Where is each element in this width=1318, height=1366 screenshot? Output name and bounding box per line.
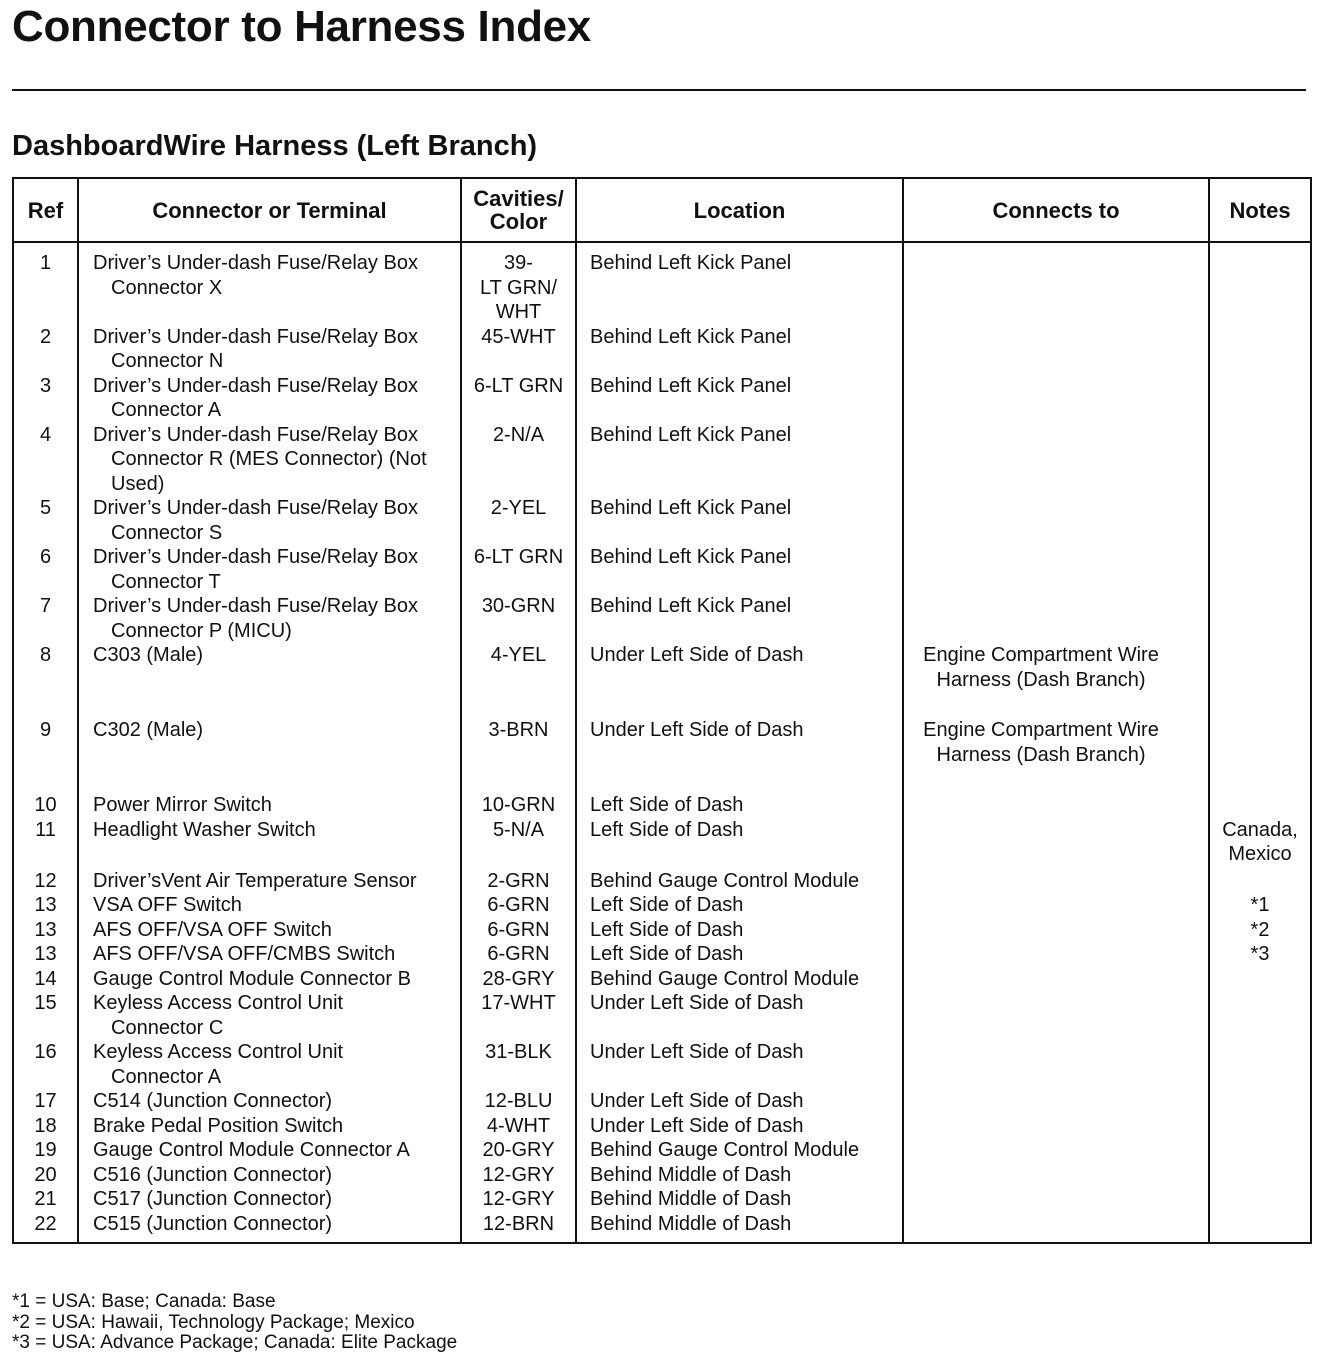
cavity-line: 2-YEL <box>490 497 547 519</box>
cell-cavities <box>461 643 576 718</box>
connector-line: Connector S <box>111 521 223 544</box>
cell-connects-to <box>903 991 1209 1040</box>
note-line: Canada, <box>1222 818 1298 841</box>
table-row <box>13 1089 1311 1114</box>
cell-cavities <box>461 1212 576 1244</box>
connector-line: Driver’s Under-dash Fuse/Relay Box <box>93 325 418 348</box>
table-row <box>13 991 1311 1040</box>
cavity-line: 10-GRN <box>481 794 556 816</box>
connector-line: Connector C <box>111 1016 224 1039</box>
page-title: Connector to Harness Index <box>12 2 591 51</box>
cell-location: Behind Left Kick Panel <box>576 545 903 594</box>
cell-connector <box>78 423 461 497</box>
cell-notes <box>1209 893 1311 918</box>
cell-connector <box>78 718 461 793</box>
cell-location: Behind Left Kick Panel <box>576 496 903 545</box>
cell-connector <box>78 1187 461 1212</box>
cell-location: Under Left Side of Dash <box>576 643 903 718</box>
table-row <box>13 325 1311 374</box>
connector-line: Driver’sVent Air Temperature Sensor <box>93 869 417 892</box>
cell-ref: 12 <box>13 869 78 894</box>
cell-connector <box>78 1138 461 1163</box>
cell-ref: 9 <box>13 718 78 793</box>
cell-location: Behind Left Kick Panel <box>576 242 903 325</box>
connector-line: AFS OFF/VSA OFF/CMBS Switch <box>93 943 396 965</box>
cell-location: Left Side of Dash <box>576 893 903 918</box>
footnotes <box>12 1292 457 1354</box>
cell-ref: 3 <box>13 374 78 423</box>
cell-location: Under Left Side of Dash <box>576 991 903 1040</box>
cell-ref: 8 <box>13 643 78 718</box>
cell-location: Behind Left Kick Panel <box>576 325 903 374</box>
cell-ref: 19 <box>13 1138 78 1163</box>
connector-line: C515 (Junction Connector) <box>93 1212 333 1235</box>
table-row <box>13 423 1311 497</box>
cell-notes <box>1209 1212 1311 1244</box>
cell-connector <box>78 1040 461 1089</box>
cell-connects-to <box>903 818 1209 869</box>
cell-connects-to <box>903 643 1209 718</box>
table-row <box>13 1114 1311 1139</box>
cell-connector <box>78 1114 461 1139</box>
cell-ref: 6 <box>13 545 78 594</box>
cell-connector <box>78 1163 461 1188</box>
header-connects-to: Connects to <box>903 178 1209 242</box>
cell-ref: 10 <box>13 793 78 818</box>
cell-cavities <box>461 991 576 1040</box>
connector-line: Driver’s Under-dash Fuse/Relay Box <box>93 423 418 446</box>
cell-connects-to <box>903 423 1209 497</box>
cell-notes <box>1209 1089 1311 1114</box>
cell-location: Behind Gauge Control Module <box>576 869 903 894</box>
connector-line: Power Mirror Switch <box>93 794 272 816</box>
cell-connects-to <box>903 1212 1209 1244</box>
table-row <box>13 918 1311 943</box>
cell-cavities <box>461 242 576 325</box>
cell-connector <box>78 893 461 918</box>
cell-connects-to <box>903 967 1209 992</box>
cell-cavities <box>461 1040 576 1089</box>
cell-connects-to <box>903 918 1209 943</box>
connector-line: Driver’s Under-dash Fuse/Relay Box <box>93 252 418 274</box>
cell-cavities <box>461 942 576 967</box>
cell-cavities <box>461 594 576 643</box>
cell-location: Behind Gauge Control Module <box>576 967 903 992</box>
cavity-line: WHT <box>495 301 542 323</box>
connector-line: AFS OFF/VSA OFF Switch <box>93 918 332 941</box>
cell-connects-to <box>903 1089 1209 1114</box>
cell-ref: 13 <box>13 942 78 967</box>
cell-notes <box>1209 793 1311 818</box>
cell-location: Under Left Side of Dash <box>576 1040 903 1089</box>
cell-cavities <box>461 374 576 423</box>
table-row <box>13 545 1311 594</box>
footnote: *2 = USA: Hawaii, Technology Package; Mexico <box>12 1311 415 1333</box>
header-connector: Connector or Terminal <box>78 178 461 242</box>
table-row <box>13 1212 1311 1244</box>
cell-connects-to <box>903 496 1209 545</box>
table-row <box>13 1040 1311 1089</box>
connector-line: Used) <box>111 472 165 495</box>
cell-location: Under Left Side of Dash <box>576 1089 903 1114</box>
table-row <box>13 1163 1311 1188</box>
header-notes: Notes <box>1209 178 1311 242</box>
connector-line: Gauge Control Module Connector A <box>93 1139 410 1161</box>
cell-cavities <box>461 1138 576 1163</box>
cell-connector <box>78 594 461 643</box>
cell-connector <box>78 545 461 594</box>
cell-cavities <box>461 325 576 374</box>
cell-connector <box>78 942 461 967</box>
cavity-line: 4-YEL <box>490 644 547 666</box>
cell-notes <box>1209 1114 1311 1139</box>
cell-ref: 5 <box>13 496 78 545</box>
cavity-line: 31-BLK <box>485 1041 552 1063</box>
table-row <box>13 818 1311 869</box>
header-cavities-line1: Cavities/ <box>473 186 564 211</box>
cavity-line: 6-LT GRN <box>473 374 564 397</box>
cell-ref: 20 <box>13 1163 78 1188</box>
cell-connector <box>78 793 461 818</box>
cell-connects-to <box>903 793 1209 818</box>
table-header-row <box>13 178 1311 242</box>
cell-notes <box>1209 545 1311 594</box>
cell-notes <box>1209 325 1311 374</box>
table-row <box>13 718 1311 793</box>
header-cavities <box>461 178 576 242</box>
cell-ref: 11 <box>13 818 78 869</box>
cell-cavities <box>461 545 576 594</box>
cell-connector <box>78 1089 461 1114</box>
cavity-line: LT GRN/ <box>479 276 558 299</box>
cell-connects-to <box>903 594 1209 643</box>
cavity-line: 3-BRN <box>488 719 549 741</box>
cell-connector <box>78 325 461 374</box>
connector-line: Connector P (MICU) <box>111 619 292 642</box>
connector-line: C516 (Junction Connector) <box>93 1163 333 1186</box>
cell-ref: 18 <box>13 1114 78 1139</box>
cell-connector <box>78 1212 461 1244</box>
cell-location: Behind Left Kick Panel <box>576 594 903 643</box>
cell-cavities <box>461 1163 576 1188</box>
connector-line: Driver’s Under-dash Fuse/Relay Box <box>93 374 418 397</box>
cavity-line: 6-GRN <box>487 918 550 941</box>
cell-connector <box>78 374 461 423</box>
cavity-line: 5-N/A <box>492 818 545 841</box>
cell-cavities <box>461 893 576 918</box>
note-line: *2 <box>1250 918 1270 941</box>
table-row <box>13 594 1311 643</box>
cell-notes <box>1209 643 1311 718</box>
cell-connects-to <box>903 1040 1209 1089</box>
footnote: *1 = USA: Base; Canada: Base <box>12 1291 276 1312</box>
cell-notes <box>1209 918 1311 943</box>
cell-connects-to <box>903 942 1209 967</box>
connector-line: Connector T <box>111 570 221 593</box>
cell-connector <box>78 869 461 894</box>
table-row <box>13 496 1311 545</box>
connects-to-line: Engine Compartment Wire <box>923 719 1159 741</box>
cavity-line: 6-GRN <box>487 943 550 965</box>
cell-notes <box>1209 967 1311 992</box>
cell-notes <box>1209 1040 1311 1089</box>
cavity-line: 6-LT GRN <box>473 546 564 568</box>
cell-location: Left Side of Dash <box>576 793 903 818</box>
cell-notes <box>1209 818 1311 869</box>
cell-location: Behind Left Kick Panel <box>576 423 903 497</box>
cell-notes <box>1209 594 1311 643</box>
cell-ref: 7 <box>13 594 78 643</box>
cavity-line: 28-GRY <box>482 967 555 990</box>
cell-connects-to <box>903 1187 1209 1212</box>
cell-cavities <box>461 793 576 818</box>
connector-line: C302 (Male) <box>93 719 204 741</box>
cell-ref: 2 <box>13 325 78 374</box>
connector-line: Gauge Control Module Connector B <box>93 967 411 990</box>
note-line: *1 <box>1250 894 1270 916</box>
cell-cavities <box>461 967 576 992</box>
connector-line: Connector R (MES Connector) (Not <box>111 448 427 470</box>
cell-connects-to <box>903 718 1209 793</box>
cell-location: Behind Middle of Dash <box>576 1187 903 1212</box>
connector-line: Headlight Washer Switch <box>93 818 316 841</box>
cell-connects-to <box>903 374 1209 423</box>
connects-to-line: Harness (Dash Branch) <box>936 743 1146 766</box>
cell-notes <box>1209 374 1311 423</box>
header-cavities-line2: Color <box>489 209 548 234</box>
table-row <box>13 1138 1311 1163</box>
cell-ref: 13 <box>13 918 78 943</box>
cell-connects-to <box>903 1138 1209 1163</box>
cell-location: Left Side of Dash <box>576 918 903 943</box>
cell-cavities <box>461 1114 576 1139</box>
cell-connects-to <box>903 545 1209 594</box>
cell-connector <box>78 967 461 992</box>
cell-cavities <box>461 718 576 793</box>
cell-connects-to <box>903 325 1209 374</box>
table-row <box>13 242 1311 325</box>
connector-line: Connector A <box>111 1065 222 1088</box>
note-line: Mexico <box>1228 843 1292 865</box>
cell-location: Under Left Side of Dash <box>576 1114 903 1139</box>
cell-ref: 22 <box>13 1212 78 1244</box>
cell-location: Left Side of Dash <box>576 818 903 869</box>
cell-connects-to <box>903 242 1209 325</box>
footnote: *3 = USA: Advance Package; Canada: Elite Package <box>12 1332 458 1353</box>
cell-notes <box>1209 718 1311 793</box>
cell-notes <box>1209 1163 1311 1188</box>
connector-line: Keyless Access Control Unit <box>93 1041 344 1063</box>
table-row <box>13 942 1311 967</box>
cell-cavities <box>461 496 576 545</box>
connector-line: C514 (Junction Connector) <box>93 1090 333 1112</box>
connects-to-line: Engine Compartment Wire <box>923 644 1159 666</box>
connector-line: Driver’s Under-dash Fuse/Relay Box <box>93 546 418 568</box>
cell-notes <box>1209 869 1311 894</box>
cell-connector <box>78 643 461 718</box>
cell-ref: 13 <box>13 893 78 918</box>
cell-ref: 16 <box>13 1040 78 1089</box>
cavity-line: 2-N/A <box>492 423 545 446</box>
cell-notes <box>1209 991 1311 1040</box>
cell-notes <box>1209 1187 1311 1212</box>
cavity-line: 39- <box>504 252 533 274</box>
connector-line: C517 (Junction Connector) <box>93 1188 333 1210</box>
cell-connects-to <box>903 893 1209 918</box>
cell-connects-to <box>903 869 1209 894</box>
cell-cavities <box>461 1187 576 1212</box>
cell-cavities <box>461 423 576 497</box>
table-row <box>13 893 1311 918</box>
cell-notes <box>1209 496 1311 545</box>
cell-location: Under Left Side of Dash <box>576 718 903 793</box>
connector-line: Driver’s Under-dash Fuse/Relay Box <box>93 595 418 617</box>
cavity-line: 17-WHT <box>481 992 556 1014</box>
table-row <box>13 967 1311 992</box>
cell-connector <box>78 918 461 943</box>
cell-ref: 15 <box>13 991 78 1040</box>
section-subtitle: DashboardWire Harness (Left Branch) <box>12 130 538 162</box>
table-row <box>13 643 1311 718</box>
connects-to-line: Harness (Dash Branch) <box>936 668 1146 691</box>
cavity-line: 12-GRY <box>482 1188 555 1210</box>
cavity-line: 6-GRN <box>487 894 550 916</box>
connector-line: C303 (Male) <box>93 644 204 666</box>
cavity-line: 12-BRN <box>482 1212 555 1235</box>
cavity-line: 12-BLU <box>484 1090 553 1112</box>
cavity-line: 4-WHT <box>486 1114 551 1137</box>
cell-connects-to <box>903 1114 1209 1139</box>
connector-index-table <box>12 177 1312 1244</box>
header-location: Location <box>576 178 903 242</box>
cavity-line: 12-GRY <box>482 1163 555 1186</box>
connector-line: VSA OFF Switch <box>93 894 242 916</box>
cell-notes <box>1209 942 1311 967</box>
cell-location: Behind Left Kick Panel <box>576 374 903 423</box>
cell-notes <box>1209 423 1311 497</box>
cell-location: Behind Middle of Dash <box>576 1163 903 1188</box>
connector-line: Driver’s Under-dash Fuse/Relay Box <box>93 497 418 519</box>
cell-connects-to <box>903 1163 1209 1188</box>
cavity-line: 20-GRY <box>482 1139 555 1161</box>
cavity-line: 45-WHT <box>481 325 556 348</box>
cavity-line: 30-GRN <box>481 595 556 617</box>
connector-line: Brake Pedal Position Switch <box>93 1114 344 1137</box>
cell-cavities <box>461 918 576 943</box>
header-ref: Ref <box>13 178 78 242</box>
cell-location: Behind Gauge Control Module <box>576 1138 903 1163</box>
cell-location: Left Side of Dash <box>576 942 903 967</box>
cell-ref: 21 <box>13 1187 78 1212</box>
cell-cavities <box>461 1089 576 1114</box>
cell-connector <box>78 242 461 325</box>
cell-cavities <box>461 869 576 894</box>
cell-connector <box>78 496 461 545</box>
cell-notes <box>1209 1138 1311 1163</box>
cell-ref: 1 <box>13 242 78 325</box>
cell-location: Behind Middle of Dash <box>576 1212 903 1244</box>
cell-ref: 14 <box>13 967 78 992</box>
table-row <box>13 1187 1311 1212</box>
cell-cavities <box>461 818 576 869</box>
table-row <box>13 793 1311 818</box>
note-line: *3 <box>1250 943 1270 965</box>
table-row <box>13 374 1311 423</box>
cell-connector <box>78 991 461 1040</box>
connector-line: Keyless Access Control Unit <box>93 992 344 1014</box>
connector-line: Connector N <box>111 350 224 372</box>
cell-notes <box>1209 242 1311 325</box>
connector-line: Connector A <box>111 399 222 421</box>
cavity-line: 2-GRN <box>487 869 550 892</box>
table-row <box>13 869 1311 894</box>
cell-connector <box>78 818 461 869</box>
title-divider <box>12 89 1306 91</box>
cell-ref: 4 <box>13 423 78 497</box>
cell-ref: 17 <box>13 1089 78 1114</box>
connector-line: Connector X <box>111 276 223 299</box>
